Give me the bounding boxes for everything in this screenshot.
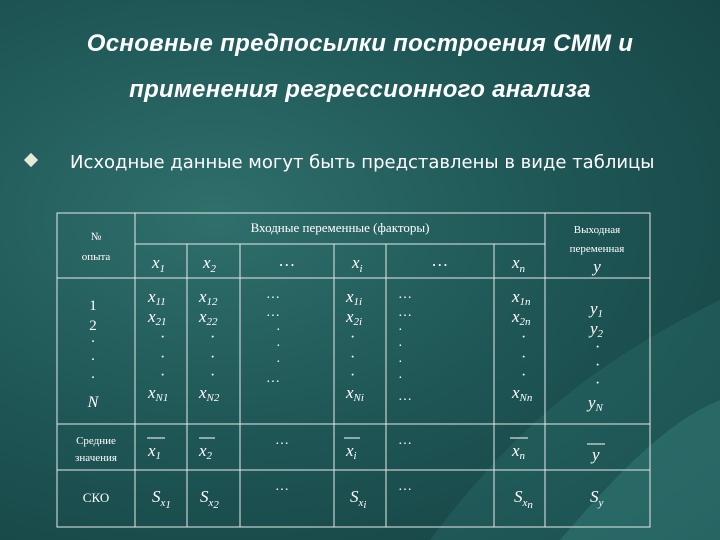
table-cell-text: 1 xyxy=(597,308,604,320)
header-xn-base: x xyxy=(512,253,520,272)
table-cell-text: 1 xyxy=(165,499,171,511)
row-mean-label-1: Средние xyxy=(76,435,116,447)
col-experiment-label-2: опыта xyxy=(81,251,111,263)
mean-xn-base: x xyxy=(512,441,520,460)
table-cell-text: · xyxy=(398,339,403,354)
header-xn-sub: n xyxy=(519,263,526,275)
table-cell-text: x xyxy=(160,497,166,509)
table-cell-text: Ni xyxy=(353,392,364,404)
table-cell-text xyxy=(511,441,526,462)
table-cell-text: 1n xyxy=(519,296,531,308)
header-ellipsis-1: … xyxy=(279,251,295,270)
table-cell-text: 1i xyxy=(353,296,363,308)
table-cell-text xyxy=(147,307,167,328)
table-cell-text: 12 xyxy=(206,296,218,308)
header-input-variables: Входные переменные (факторы) xyxy=(250,220,430,235)
row-sko-label: СКО xyxy=(82,490,110,505)
table-cell-text xyxy=(147,441,161,462)
mean-ellipsis-1: … xyxy=(275,433,289,448)
row-number-2: 2 xyxy=(89,318,97,334)
table-cell-text: y xyxy=(598,497,604,509)
table-cell-text: n xyxy=(527,499,533,511)
table-cell-text: 2 xyxy=(213,499,219,511)
table-cell-text: x xyxy=(358,497,364,509)
table-cell-text: · xyxy=(276,339,281,354)
column-ellipsis-1 xyxy=(266,287,281,386)
table-cell-text: 2 xyxy=(597,328,604,340)
table-cell-text: x xyxy=(346,383,354,402)
table-cell-text: … xyxy=(266,287,280,302)
table-cell-text xyxy=(588,299,603,320)
col-experiment-label-1: № xyxy=(90,231,102,243)
table-cell-text xyxy=(511,287,531,308)
table-cell-text: x xyxy=(512,383,520,402)
table-cell-text: … xyxy=(266,305,280,320)
table-cell-text xyxy=(590,487,604,509)
table-cell-text: n xyxy=(519,450,526,462)
table-cell-text: … xyxy=(398,305,412,320)
table-cell-text xyxy=(147,287,166,308)
row-dot-1: · xyxy=(90,334,96,350)
table-cell-text: S xyxy=(152,487,161,506)
header-xi-base: x xyxy=(352,253,360,272)
table-cell-text: · xyxy=(398,323,403,338)
slide-title-line1: Основные предпосылки построения СММ и xyxy=(86,30,634,57)
table-cell-text: i xyxy=(363,499,367,511)
table-cell-text: … xyxy=(275,479,289,494)
header-output-var: y xyxy=(593,257,601,276)
header-output-1: Выходная xyxy=(573,224,621,236)
table-cell-text: · xyxy=(160,329,166,346)
sko-values xyxy=(152,479,604,511)
table-cell-text: 21 xyxy=(155,316,167,328)
table-cell-text: x xyxy=(199,307,207,326)
row-dot-2: · xyxy=(90,352,96,368)
mean-values xyxy=(147,438,605,444)
table-cell-text xyxy=(588,319,604,340)
column-y xyxy=(586,299,604,414)
header-output-2: переменная xyxy=(569,243,625,255)
table-cell-text xyxy=(152,487,171,511)
table-cell-text xyxy=(202,253,217,275)
table-cell-text xyxy=(345,287,362,308)
table-cell-text: x xyxy=(199,287,207,306)
header-x2-sub: 2 xyxy=(210,263,217,275)
column-x1 xyxy=(147,287,168,404)
mean-ellipsis-2: … xyxy=(398,433,412,448)
table-cell-text: x xyxy=(199,383,207,402)
table-cell-text: x xyxy=(208,497,214,509)
table-cell-text: i xyxy=(353,450,357,462)
table-cell-text: … xyxy=(398,479,412,494)
header-xi-sub: i xyxy=(359,263,363,275)
table-cell-text: y xyxy=(590,299,598,318)
table-cell-text xyxy=(200,487,219,511)
mean-y: y xyxy=(592,445,600,464)
table-cell-text: · xyxy=(595,357,601,374)
table-cell-text: … xyxy=(398,389,412,404)
table-cell-text: … xyxy=(266,371,280,386)
table-cell-text: · xyxy=(398,355,403,370)
table-cell-text xyxy=(198,307,218,328)
table-cell-text: · xyxy=(276,323,281,338)
table-cell-text: · xyxy=(160,367,166,384)
table-cell-text: 2 xyxy=(206,450,213,462)
row-number-N: N xyxy=(87,394,99,411)
table-cell-text xyxy=(586,393,604,414)
table-cell-text: · xyxy=(350,349,356,366)
table-cell-text: 11 xyxy=(155,296,166,308)
table-cell-text: x xyxy=(512,287,520,306)
bullet-text: Исходные данные могут быть представлены в виде таблицы xyxy=(70,152,655,173)
table-cell-text: · xyxy=(276,355,281,370)
table-cell-text xyxy=(514,487,533,511)
mean-x1-base: x xyxy=(148,441,156,460)
header-x2-base: x xyxy=(203,253,211,272)
table-cell-text: x xyxy=(148,383,156,402)
mean-x2-base: x xyxy=(199,441,207,460)
table-cell-text: y xyxy=(588,393,596,412)
table-cell-text: N1 xyxy=(155,392,169,404)
table-cell-text: · xyxy=(595,375,601,392)
row-number-1: 1 xyxy=(89,298,97,314)
table-cell-text: · xyxy=(521,349,527,366)
table-cell-text: · xyxy=(210,349,216,366)
table-cell-text: 1 xyxy=(155,450,162,462)
table-cell-text: · xyxy=(521,329,527,346)
table-cell-text: · xyxy=(595,339,601,356)
table-cell-text: · xyxy=(350,367,356,384)
table-cell-text: S xyxy=(350,487,359,506)
table-cell-text xyxy=(198,441,213,462)
table-cell-text: 2n xyxy=(519,316,531,328)
slide-title-line2: применения регрессионного анализа xyxy=(129,76,591,103)
header-x1-sub: 1 xyxy=(159,263,166,275)
table-cell-text: · xyxy=(521,367,527,384)
column-xn xyxy=(511,287,533,404)
table-cell-text xyxy=(350,487,366,511)
table-cell-text: x xyxy=(346,307,354,326)
table-cell-text: x xyxy=(346,287,354,306)
table-cell-text: S xyxy=(590,487,599,506)
header-x1-base: x xyxy=(152,253,160,272)
table-cell-text: · xyxy=(210,329,216,346)
table-cell-text: … xyxy=(398,287,412,302)
table-cell-text xyxy=(511,383,533,404)
table-cell-text: x xyxy=(148,287,156,306)
table-cell-text xyxy=(345,441,357,462)
table-cell-text xyxy=(345,383,364,404)
table-cell-text: x xyxy=(148,307,156,326)
table-cell-text: · xyxy=(210,367,216,384)
header-ellipsis-2: … xyxy=(432,251,448,270)
mean-xi-base: x xyxy=(346,441,354,460)
column-xi xyxy=(345,287,364,404)
table-cell-text: · xyxy=(160,349,166,366)
table-cell-text: 2i xyxy=(353,316,363,328)
table-cell-text: S xyxy=(200,487,209,506)
table-cell-text xyxy=(147,383,168,404)
table-cell-text xyxy=(511,253,526,275)
table-cell-text: x xyxy=(522,497,528,509)
row-dot-3: · xyxy=(90,370,96,386)
table-cell-text: y xyxy=(590,319,598,338)
column-x2 xyxy=(198,287,220,404)
table-cell-text: Nn xyxy=(519,392,533,404)
table-cell-text xyxy=(198,383,220,404)
table-cell-text xyxy=(198,287,218,308)
table-cell-text: N2 xyxy=(206,392,220,404)
table-cell-text: S xyxy=(514,487,523,506)
table-cell-text xyxy=(511,307,531,328)
table-cell-text: 22 xyxy=(206,316,218,328)
column-ellipsis-2 xyxy=(398,287,412,404)
table-cell-text: x xyxy=(512,307,520,326)
table-cell-text: · xyxy=(398,371,403,386)
table-cell-text xyxy=(351,253,363,275)
table-cell-text xyxy=(345,307,362,328)
row-mean-label-2: значения xyxy=(75,452,117,464)
table-cell-text xyxy=(151,253,165,275)
table-cell-text: N xyxy=(595,402,603,414)
table-cell-text: · xyxy=(350,329,356,346)
